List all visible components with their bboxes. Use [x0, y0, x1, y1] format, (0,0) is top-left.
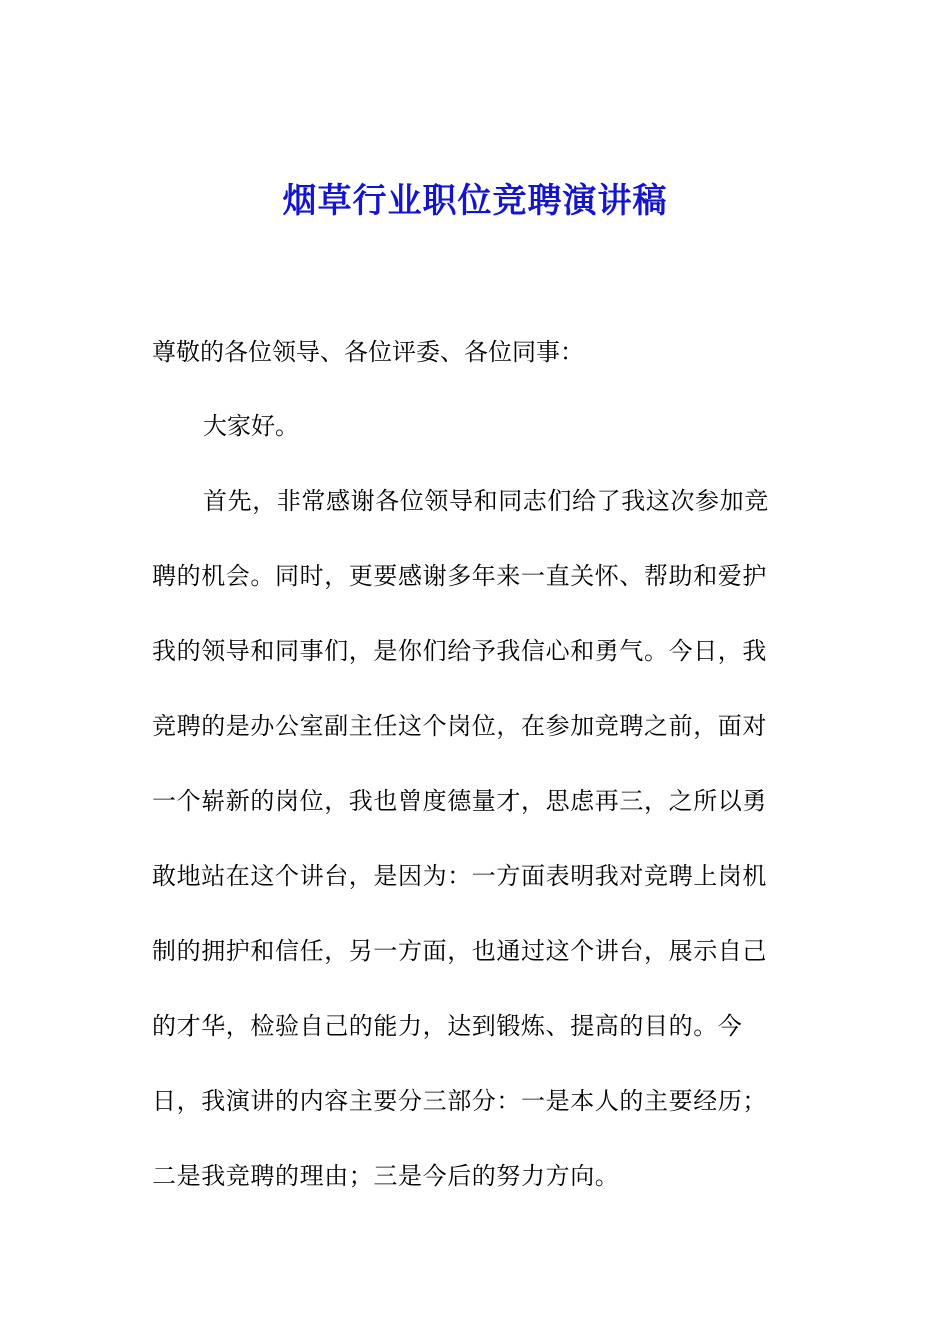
- body-line: 敢地站在这个讲台，是因为：一方面表明我对竞聘上岗机: [152, 862, 767, 890]
- salutation-line: 尊敬的各位领导、各位评委、各位同事：: [152, 338, 584, 366]
- body-line: 日，我演讲的内容主要分三部分：一是本人的主要经历；: [152, 1087, 767, 1115]
- document-title: 烟草行业职位竞聘演讲稿: [282, 181, 668, 221]
- body-line: 我的领导和同事们，是你们给予我信心和勇气。今日，我: [152, 637, 767, 665]
- body-line: 聘的机会。同时，更要感谢多年来一直关怀、帮助和爱护: [152, 562, 767, 590]
- body-paragraph: [152, 481, 792, 1231]
- body-line: 制的拥护和信任，另一方面，也通过这个讲台，展示自己: [152, 937, 767, 965]
- body-line: 竞聘的是办公室副主任这个岗位，在参加竞聘之前，面对: [152, 712, 767, 740]
- body-line: 一个崭新的岗位，我也曾度德量才，思虑再三，之所以勇: [152, 787, 767, 815]
- body-line: 二是我竞聘的理由；三是今后的努力方向。: [152, 1162, 620, 1190]
- greeting-line: 大家好。: [203, 412, 299, 440]
- body-line: 首先，非常感谢各位领导和同志们给了我这次参加竞: [203, 487, 769, 515]
- body-line: 的才华，检验自己的能力，达到锻炼、提高的目的。今: [152, 1012, 743, 1040]
